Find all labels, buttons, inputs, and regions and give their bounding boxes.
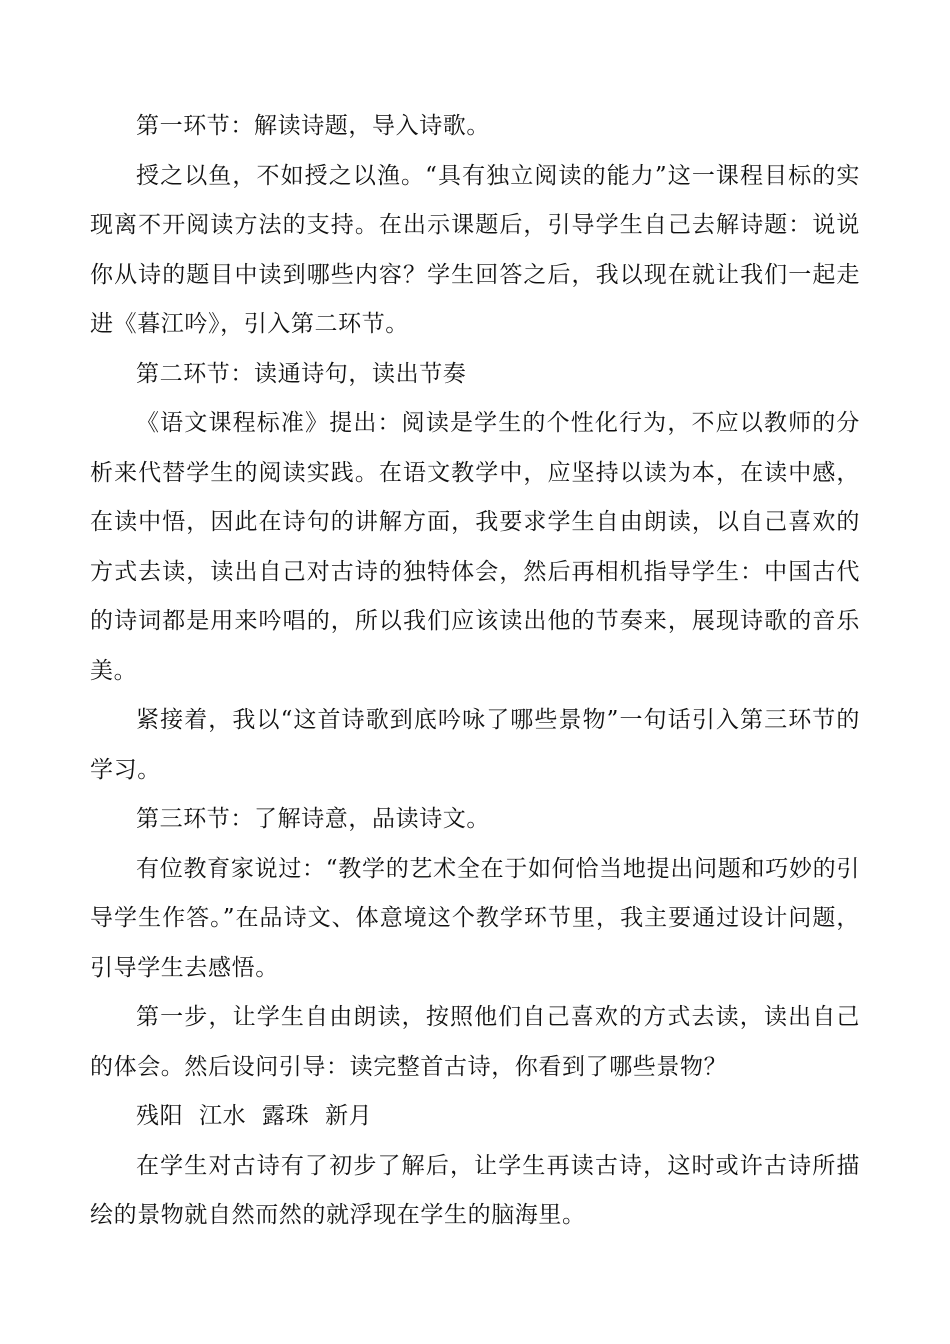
body-paragraph: 有位教育家说过：“教学的艺术全在于如何恰当地提出问题和巧妙的引导学生作答。”在品诗文、体意境这个教学环节里，我主要通过设计问题，引导学生去感悟。	[90, 855, 860, 981]
body-paragraph: 紧接着，我以“这首诗歌到底吟咏了哪些景物”一句话引入第三环节的学习。	[90, 707, 860, 783]
section-heading-2: 第二环节：读通诗句，读出节奏	[136, 360, 467, 387]
body-paragraph: 在学生对古诗有了初步了解后，让学生再读古诗，这时或许古诗所描绘的景物就自然而然的就浮现在学生的脑海里。	[90, 1152, 860, 1228]
body-paragraph: 授之以鱼，不如授之以渔。“具有独立阅读的能力”这一课程目标的实现离不开阅读方法的支持。在出示课题后，引导学生自己去解诗题：说说你从诗的题目中读到哪些内容？学生回答之后，我以现在就让我们一起走进《暮江吟》，引入第二环节。	[90, 162, 860, 337]
body-paragraph: 第一步，让学生自由朗读，按照他们自己喜欢的方式去读，读出自己的体会。然后设问引导：读完整首古诗，你看到了哪些景物？	[90, 1004, 860, 1080]
body-paragraph: 《语文课程标准》提出：阅读是学生的个性化行为，不应以教师的分析来代替学生的阅读实践。在语文教学中，应坚持以读为本，在读中感，在读中悟，因此在诗句的讲解方面，我要求学生自由朗读，以自己喜欢的方式去读，读出自己对古诗的独特体会，然后再相机指导学生：中国古代的诗词都是用来吟唱的，所以我们应该读出他的节奏来，展现诗歌的音乐美。	[90, 410, 860, 684]
scenery-list: 残阳 江水 露珠 新月	[136, 1103, 373, 1129]
document-page	[90, 102, 860, 1241]
section-heading-1: 第一环节：解读诗题，导入诗歌。	[136, 113, 490, 139]
section-heading-3: 第三环节：了解诗意，品读诗文。	[136, 806, 490, 832]
